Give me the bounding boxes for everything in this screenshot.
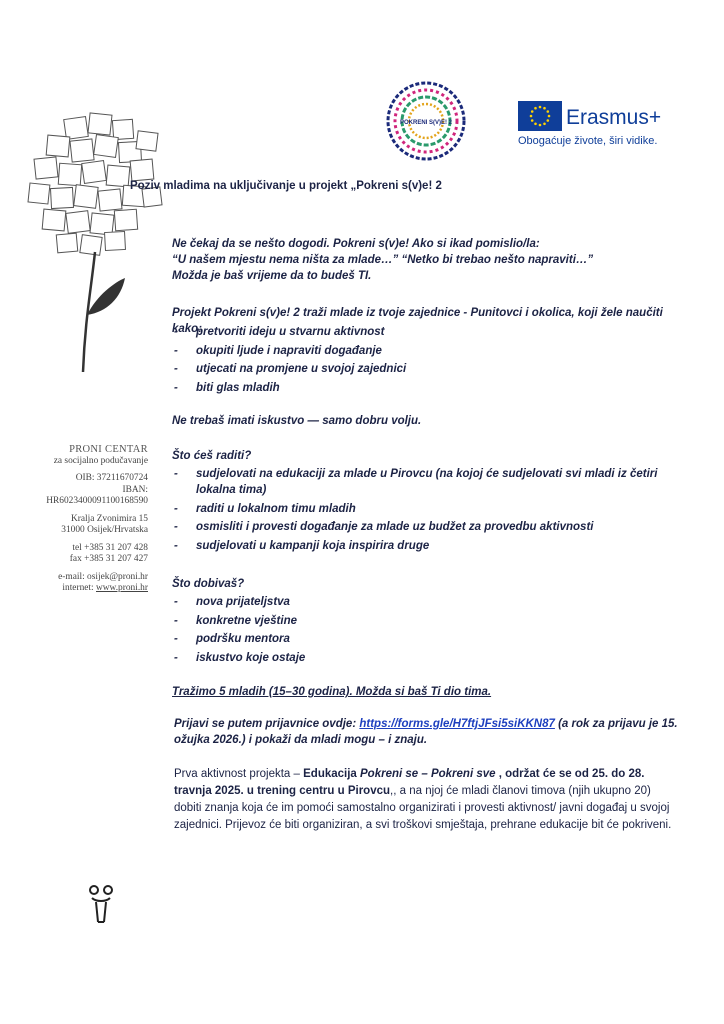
intro-line-1: Ne čekaj da se nešto dogodi. Pokreni s(v)e! Ako si ikad pomislio/la: <box>172 238 540 250</box>
org-name-a: PRONI <box>69 444 103 455</box>
org-name <box>10 444 148 456</box>
application-form-link[interactable]: https://forms.gle/H7ftjJFsi5siKKN87 <box>359 718 555 730</box>
intro-block <box>172 236 672 284</box>
org-subtitle: za socijalno podučavanje <box>53 455 148 466</box>
list-item: - osmisliti i provesti događanje za mlade uz budžet za provedbu aktivnosti <box>172 519 672 535</box>
erasmus-wordmark: Erasmus+ <box>566 106 662 129</box>
internet-label: internet: <box>62 583 94 593</box>
activity-text <box>130 766 680 834</box>
eu-flag-icon <box>518 101 562 131</box>
activity-t3: Pokreni se – Pokreni sve <box>360 768 496 780</box>
spiral-logo-text: POKRENI S(V)E! 2 <box>399 120 453 126</box>
apply-text <box>130 716 680 748</box>
activity-t1: Prva aktivnost projekta – <box>174 768 304 780</box>
list-item: - sudjelovati na edukaciji za mlade u Pirovcu (na kojoj će sudjelovati svi mladi iz četiri lokalna tima) <box>172 466 672 498</box>
list-item: - okupiti ljude i napraviti događanje <box>172 343 692 359</box>
get-heading: Što dobivaš? <box>172 578 245 590</box>
iban: HR6023400091100168590 <box>46 496 148 506</box>
oib: OIB: 37211670724 <box>75 473 148 483</box>
list-item: - iskustvo koje ostaje <box>172 650 692 666</box>
project-intro: Projekt Pokreni s(v)e! 2 traži mlade iz tvoje zajednice - Punitovci i okolica, koji žele naučiti kako: <box>172 307 663 335</box>
internet <box>10 583 148 595</box>
list-item: - podršku mentora <box>172 631 692 647</box>
list-item: - nova prijateljstva <box>172 594 692 610</box>
activity-t2: Edukacija <box>303 768 361 780</box>
intro-line-2: “U našem mjestu nema ništa za mlade…” “Netko bi trebao nešto napraviti…” <box>172 254 594 266</box>
list-item: - biti glas mladih <box>172 380 692 396</box>
email: e-mail: osijek@proni.hr <box>58 571 148 582</box>
activity-t6: ,, a na njoj će mladi članovi timova (njih ukupno 20) dobiti znanja koja će im pomoći samostalno organizirati i provesti aktivnost/ javni događaj u svojoj zajednici. Prijevoz će biti organiziran, a svi troškovi smještaja, prehrane edukacije bit će pokriveni. <box>174 785 672 831</box>
fax: fax +385 31 207 427 <box>69 554 148 564</box>
seeking-note: Tražimo 5 mladih (15–30 godina). Možda si baš Ti dio tima. <box>172 686 492 698</box>
city: 31000 Osijek/Hrvatska <box>61 525 148 535</box>
activity-paragraph <box>130 766 680 834</box>
list-item: - raditi u lokalnom timu mladih <box>172 501 672 517</box>
erasmus-logo <box>518 101 678 153</box>
iban-label: IBAN: <box>122 484 148 495</box>
no-experience-note: Ne trebaš imati iskustvo — samo dobru volju. <box>172 415 422 427</box>
get-list <box>172 594 692 668</box>
apply-after: (a rok za prijavu je 15. ožujka 2026.) i pokaži da mladi mogu – i znaju. <box>174 718 678 746</box>
intro-line-3: Možda je baš vrijeme da to budeš TI. <box>172 270 372 282</box>
apply-paragraph <box>130 716 680 748</box>
org-name-b: CENTAR <box>105 444 148 455</box>
learn-list <box>172 324 692 398</box>
proni-person-icon <box>86 884 116 926</box>
list-item: - utjecati na promjene u svojoj zajednici <box>172 361 692 377</box>
do-heading: Što ćeš raditi? <box>172 450 252 462</box>
pokreni-sve-logo <box>385 80 467 162</box>
page-title: Poziv mladima na uključivanje u projekt „Pokreni s(v)e! 2 <box>130 180 442 192</box>
do-list <box>172 466 672 556</box>
website-link[interactable]: www.proni.hr <box>96 583 148 593</box>
sidebar-address <box>10 444 148 595</box>
erasmus-tagline: Obogaćuje živote, širi vidike. <box>518 135 658 147</box>
list-item: - konkretne vještine <box>172 613 692 629</box>
list-item: - pretvoriti ideju u stvarnu aktivnost <box>172 324 692 340</box>
activity-t5: u trening centru u Pirovcu <box>246 785 391 797</box>
phone: tel +385 31 207 428 <box>72 542 148 553</box>
activity-t4: , održat će se od 25. do 28. travnja 2025. <box>174 768 645 797</box>
street: Kralja Zvonimira 15 <box>70 513 148 524</box>
flower-illustration <box>25 110 165 380</box>
list-item: - sudjelovati u kampanji koja inspirira druge <box>172 538 672 554</box>
apply-before: Prijavi se putem prijavnice ovdje: <box>174 718 360 730</box>
